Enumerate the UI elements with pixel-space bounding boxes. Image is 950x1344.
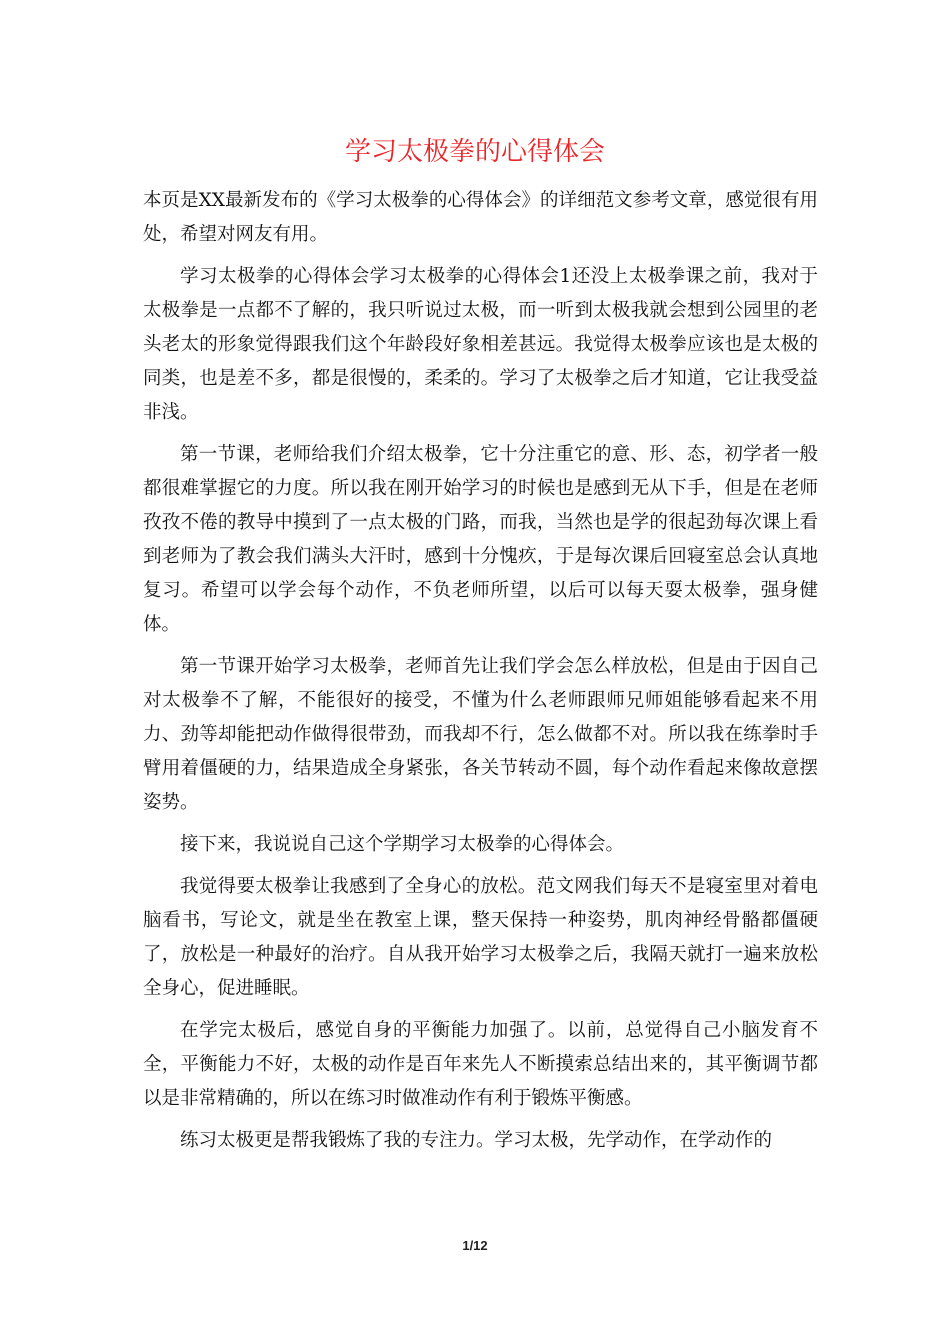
body-paragraph: 我觉得要太极拳让我感到了全身心的放松。范文网我们每天不是寝室里对着电脑看书，写论文，就是坐在教室上课，整天保持一种姿势，肌肉神经骨骼都僵硬了，放松是一种最好的治疗。自从我开始学习太极拳之后，我隔天就打一遍来放松全身心，促进睡眠。: [143, 876, 818, 999]
page-number: 1/12: [462, 1238, 488, 1253]
body-paragraph: 练习太极更是帮我锻炼了我的专注力。学习太极，先学动作，在学动作的: [180, 1130, 773, 1151]
body-paragraph: 学习太极拳的心得体会学习太极拳的心得体会1还没上太极拳课之前，我对于太极拳是一点都不了解的，我只听说过太极，而一听到太极我就会想到公园里的老头老太的形象觉得跟我们这个年龄段好象相差甚远。我觉得太极拳应该也是太极的同类，也是差不多，都是很慢的，柔柔的。学习了太极拳之后才知道，它让我受益非浅。: [143, 266, 818, 423]
body-paragraph: 第一节课开始学习太极拳，老师首先让我们学会怎么样放松，但是由于因自己对太极拳不了解，不能很好的接受，不懂为什么老师跟师兄师姐能够看起来不用力、劲等却能把动作做得很带劲，而我却不行，怎么做都不对。所以我在练拳时手臂用着僵硬的力，结果造成全身紧张，各关节转动不圆，每个动作看起来像故意摆姿势。: [143, 656, 818, 813]
body-paragraph: 第一节课，老师给我们介绍太极拳，它十分注重它的意、形、态，初学者一般都很难掌握它的力度。所以我在刚开始学习的时候也是感到无从下手，但是在老师孜孜不倦的教导中摸到了一点太极的门路，而我，当然也是学的很起劲每次课上看到老师为了教会我们满头大汗时，感到十分愧疚，于是每次课后回寝室总会认真地复习。希望可以学会每个动作，不负老师所望，以后可以每天耍太极拳，强身健体。: [143, 444, 818, 635]
body-paragraph: 在学完太极后，感觉自身的平衡能力加强了。以前，总觉得自己小脑发育不全，平衡能力不好，太极的动作是百年来先人不断摸索总结出来的，其平衡调节都以是非常精确的，所以在练习时做准动作有利于锻炼平衡感。: [143, 1020, 818, 1109]
body-paragraph: 接下来，我说说自己这个学期学习太极拳的心得体会。: [180, 834, 625, 855]
document-body: [143, 184, 818, 1166]
document-title: 学习太极拳的心得体会: [344, 137, 605, 167]
intro-paragraph: 本页是XX最新发布的《学习太极拳的心得体会》的详细范文参考文章，感觉很有用处，希望对网友有用。: [143, 190, 818, 245]
